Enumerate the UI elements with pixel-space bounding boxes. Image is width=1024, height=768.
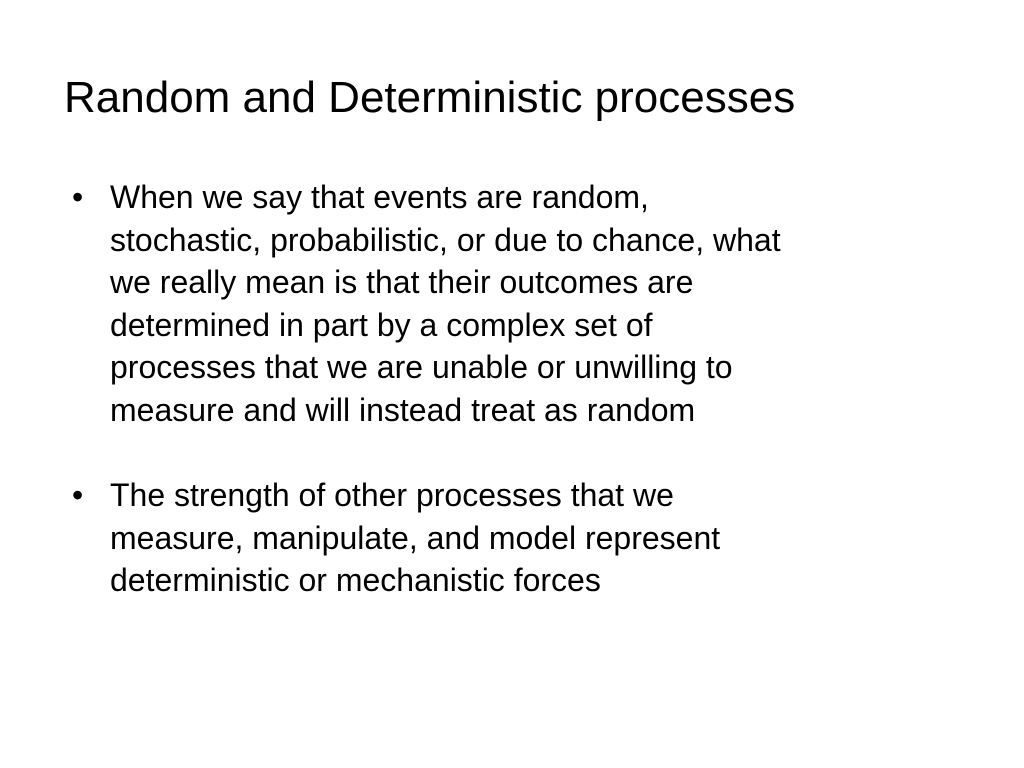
bullet-list [72, 176, 972, 602]
bullet-text-line: determined in part by a complex set of [110, 306, 653, 343]
bullet-text-line: processes that we are unable or unwilling to [110, 349, 733, 385]
bullet-item [72, 176, 972, 431]
bullet-mark: • [72, 179, 84, 215]
bullet-text-line: we really mean is that their outcomes are [110, 264, 694, 300]
bullet-text-line: When we say that events are random, [110, 179, 649, 215]
bullet-text-line: stochastic, probabilistic, or due to chance, what [110, 221, 781, 258]
bullet-text-line: measure, manipulate, and model represent [110, 519, 721, 556]
bullet-text-line: deterministic or mechanistic forces [110, 562, 601, 598]
bullet-text-line: The strength of other processes that we [110, 477, 674, 513]
bullet-text-line: measure and will instead treat as random [110, 391, 696, 428]
slide-title: Random and Deterministic processes [64, 73, 796, 122]
bullet-mark: • [72, 477, 84, 513]
bullet-item [72, 474, 972, 602]
